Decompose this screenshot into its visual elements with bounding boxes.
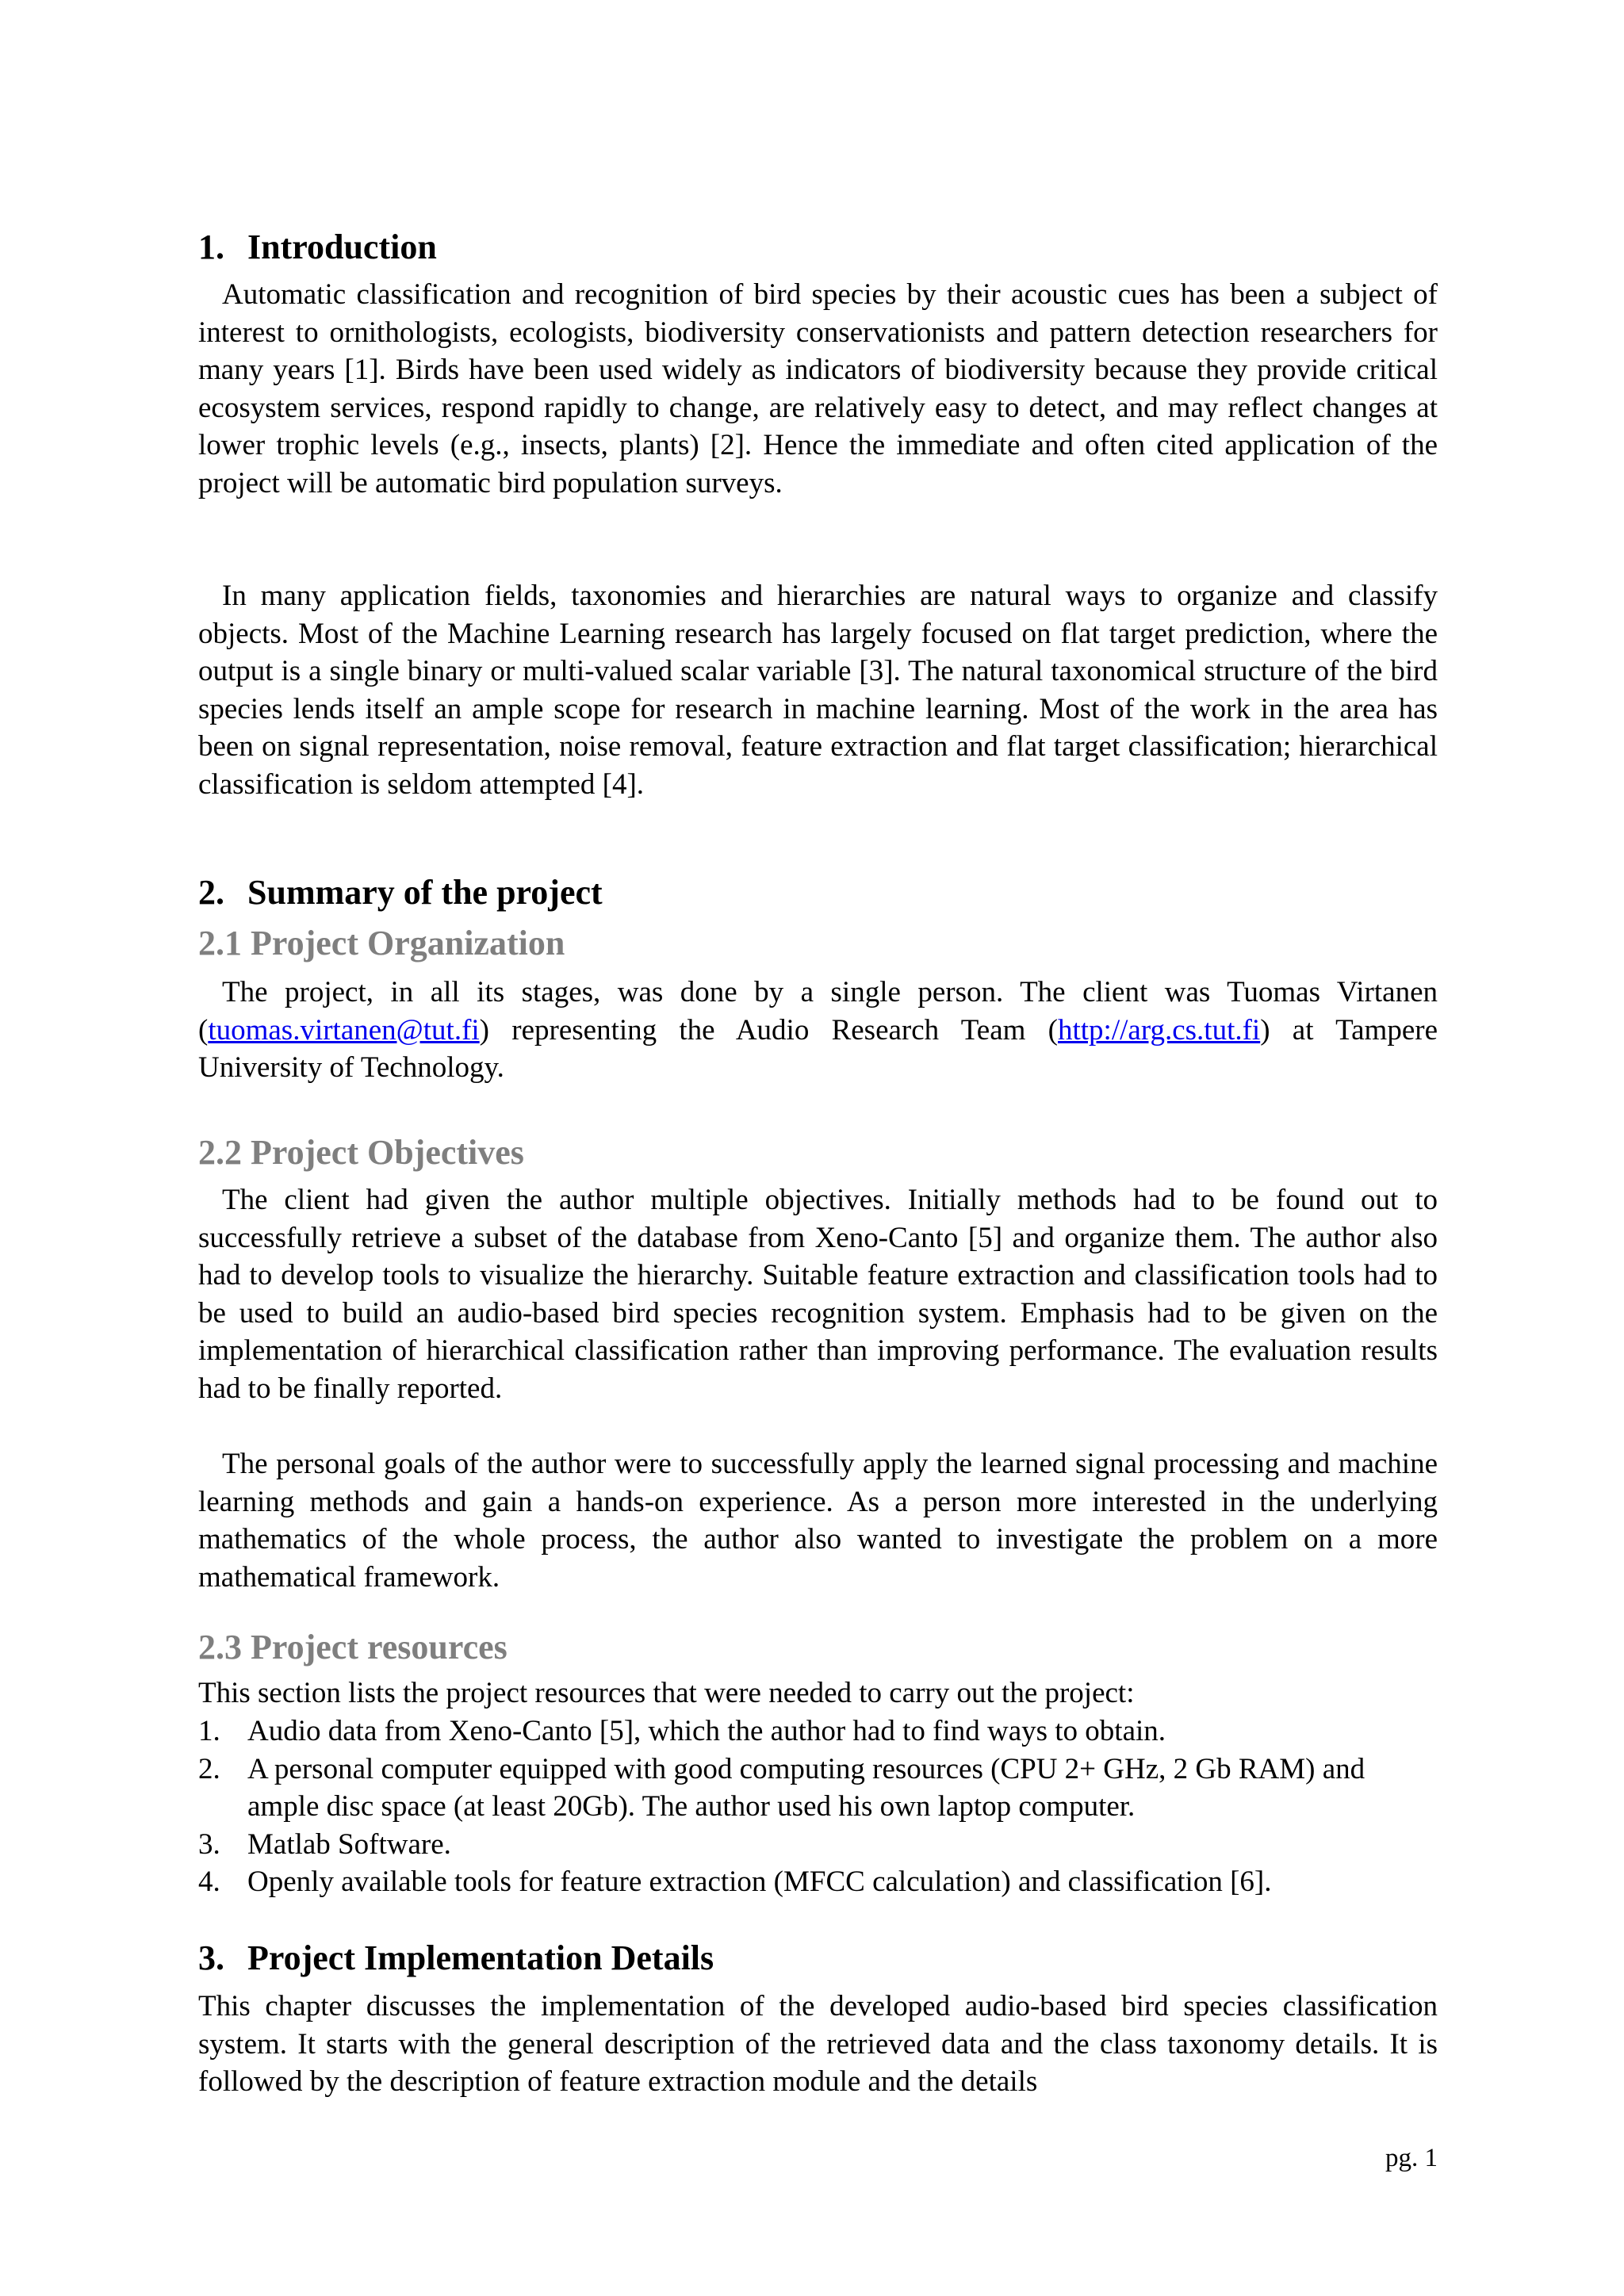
organization-text-a: The project, in all its stages, was done by a single person. The client was Tuomas Virtanen ( — [198, 976, 1438, 1047]
list-item — [198, 1863, 1438, 1901]
intro-paragraph-1: Automatic classification and recognition of bird species by their acoustic cues has been a subject of interest to ornithologists, ecologists, biodiversity conservationists and pattern detection researchers for many years [1]. Birds have been used widely as indicators of biodiversity because they provide critical ecosystem services, respond rapidly to change, are relatively easy to detect, and may reflect changes at lower trophic levels (e.g., insects, plants) [2]. Hence the immediate and often cited application of the project will be automatic bird population surveys. — [198, 278, 1438, 499]
list-item-text: Openly available tools for feature extraction (MFCC calculation) and classification [6]. — [247, 1866, 1272, 1898]
document-page — [198, 0, 1438, 2296]
list-item — [198, 1751, 1438, 1826]
organization-paragraph — [198, 974, 1438, 1087]
list-marker: 1. — [198, 1715, 220, 1747]
list-item-text: A personal computer equipped with good computing resources (CPU 2+ GHz, 2 Gb RAM) and ample disc space (at least 20Gb). The author used his own laptop computer. — [247, 1752, 1365, 1823]
list-marker: 3. — [198, 1827, 220, 1861]
subsection-heading-organization: 2.1 Project Organization — [198, 924, 565, 962]
intro-paragraph-2: In many application fields, taxonomies and hierarchies are natural ways to organize and classify objects. Most of the Machine Learning research has largely focused on flat target prediction, where the output is a single binary or multi-valued scalar variable [3]. The natural taxonomical structure of the bird species lends itself an ample scope for research in machine learning. Most of the work in the area has been on signal representation, noise removal, feature extraction and flat target classification; hierarchical classification is seldom attempted [4]. — [198, 580, 1438, 801]
resources-intro: This section lists the project resources that were needed to carry out the project: — [198, 1677, 1135, 1709]
list-marker: 4. — [198, 1866, 220, 1898]
subsection-heading-objectives: 2.2 Project Objectives — [198, 1133, 524, 1172]
section-title: Project Implementation Details — [247, 1938, 714, 1977]
organization-text-c: ) at Tampere University of Technology. — [198, 1013, 1438, 1084]
list-marker: 2. — [198, 1752, 220, 1785]
resources-list — [198, 1712, 1438, 1901]
section-number: 1. — [198, 228, 224, 266]
subsection-heading-resources: 2.3 Project resources — [198, 1628, 508, 1667]
arg-website-link[interactable]: http://arg.cs.tut.fi — [1058, 1013, 1261, 1047]
objectives-paragraph-2: The personal goals of the author were to successfully apply the learned signal processing and machine learning methods and gain a hands-on experience. As a person more interested in the underlying mathematics of the whole process, the author also wanted to investigate the problem on a more mathematical framework. — [198, 1448, 1438, 1594]
organization-text-b: ) representing the Audio Research Team ( — [479, 1013, 1058, 1047]
section-heading-summary — [198, 872, 603, 913]
list-item — [198, 1826, 1438, 1864]
objectives-paragraph-1: The client had given the author multiple objectives. Initially methods had to be found out to successfully retrieve a subset of the database from Xeno-Canto [5] and organize them. The author also had to develop tools to visualize the hierarchy. Suitable feature extraction and classification tools had to be used to build an audio-based bird species recognition system. Emphasis had to be given on the implementation of hierarchical classification rather than improving performance. The evaluation results had to be finally reported. — [198, 1184, 1438, 1405]
section-number: 2. — [198, 873, 224, 912]
list-item-text: Matlab Software. — [247, 1827, 451, 1861]
section-title: Summary of the project — [247, 873, 603, 912]
section-number: 3. — [198, 1938, 224, 1977]
section-heading-implementation — [198, 1938, 714, 1979]
implementation-paragraph: This chapter discusses the implementation of the developed audio-based bird species classification system. It starts with the general description of the retrieved data and the class taxonomy details. It is followed by the description of feature extraction module and the details — [198, 1990, 1438, 2098]
list-item-text: Audio data from Xeno-Canto [5], which the author had to find ways to obtain. — [247, 1715, 1166, 1747]
client-email-link[interactable]: tuomas.virtanen@tut.fi — [208, 1013, 480, 1047]
page-number: pg. 1 — [1385, 2144, 1438, 2172]
section-heading-introduction — [198, 227, 437, 268]
section-title: Introduction — [247, 228, 437, 266]
list-item — [198, 1712, 1438, 1751]
